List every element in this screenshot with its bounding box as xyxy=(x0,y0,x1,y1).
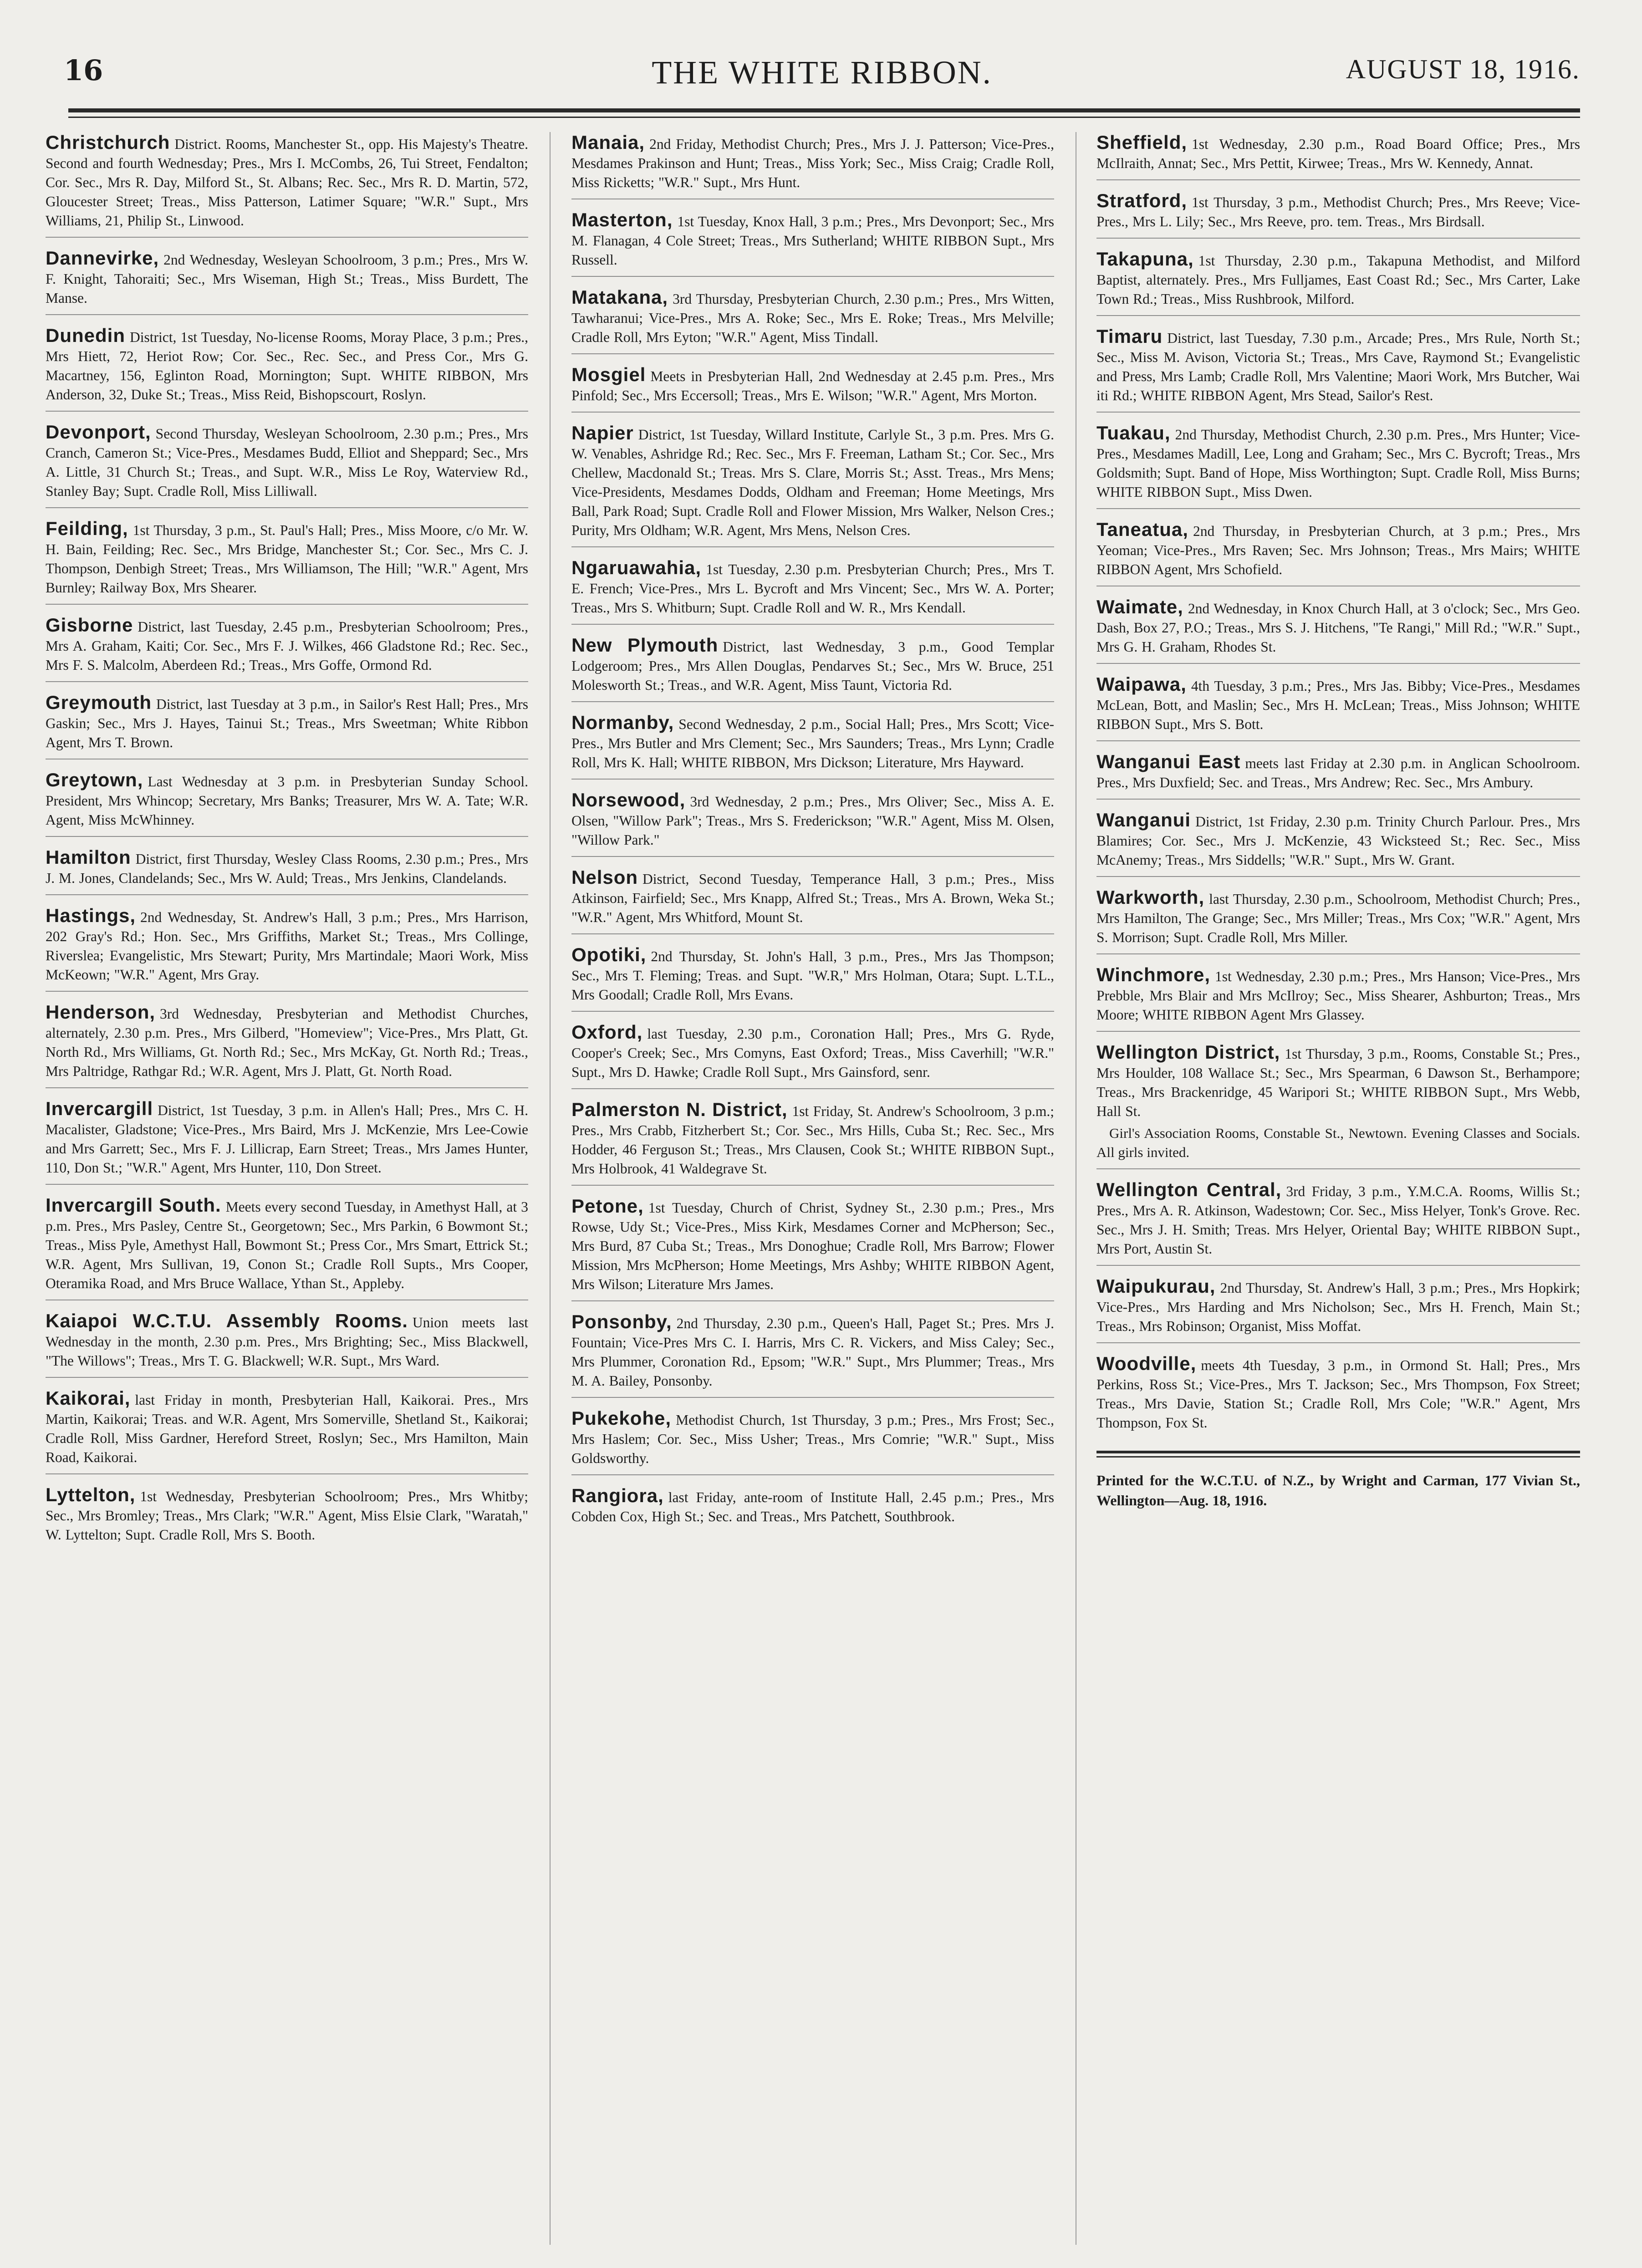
branch-name: Invercargill xyxy=(46,1098,153,1119)
branch-details: 2nd Thursday, St. Andrew's Hall, 3 p.m.; Pres., Mrs Hopkirk; Vice-Pres., Mrs Harding and Mrs Nicholson; Sec., Mrs H. French, Main St.; Treas., Mrs Robinson; Organist, Miss Moffat. xyxy=(1096,1280,1580,1334)
branch-details: 1st Tuesday, Knox Hall, 3 p.m.; Pres., Mrs Devonport; Sec., Mrs M. Flanagan, 4 Cole Street; Treas., Mrs Sutherland; WHITE RIBBON Supt., Mrs Russell. xyxy=(571,214,1054,268)
branch-details: 1st Thursday, 2.30 p.m., Takapuna Methodist, and Milford Baptist, alternately. Pres., Mrs Fulljames, East Coast Rd.; Sec., Mrs Carter, Lake Town Rd.; Treas., Miss Rushbrook, Milford. xyxy=(1096,253,1580,307)
branch-entry xyxy=(1096,132,1580,180)
branch-details: District, 1st Tuesday, 3 p.m. in Allen's Hall; Pres., Mrs C. H. Macalister, Gladstone; Vice-Pres., Mrs Baird, Mrs J. McKenzie, Mrs Lee-Cowie and Mrs Garrett; Sec., Mrs F. J. Lillicrap, Earn Street; Treas., Mrs James Hunter, 110, Don St.; "W.R." Agent, Mrs Hunter, 110, Don Street. xyxy=(46,1102,528,1176)
branch-entry xyxy=(571,1311,1054,1398)
branch-details: 2nd Wednesday, Wesleyan Schoolroom, 3 p.m.; Pres., Mrs W. F. Knight, Tahoraiti; Sec., Mrs Wiseman, High St.; Treas., Miss Burdett, The Manse. xyxy=(46,252,528,306)
branch-entry xyxy=(1096,1353,1580,1439)
branch-entry xyxy=(46,692,528,759)
branch-entry xyxy=(571,364,1054,413)
branch-details: meets 4th Tuesday, 3 p.m., in Ormond St. Hall; Pres., Mrs Perkins, Ross St.; Vice-Pres., Mrs T. Jackson; Sec., Mrs Thompson, Fox Street; Treas., Mrs Davie, Station St.; Cradle Roll, Mrs Cole; "W.R." Agent, Mrs Thompson, Fox St. xyxy=(1096,1357,1580,1431)
branch-name: Taneatua, xyxy=(1096,519,1188,540)
branch-entry xyxy=(571,790,1054,857)
branch-name: Waimate, xyxy=(1096,596,1183,617)
branch-entry xyxy=(571,1485,1054,1533)
branch-details: 3rd Friday, 3 p.m., Y.M.C.A. Rooms, Willis St.; Pres., Mrs A. R. Atkinson, Wadestown; Cor. Sec., Miss Helyer, Tonk's Grove. Rec. Sec., Mrs J. H. Smith; Treas. Mrs Helyer, Oriental Bay; WHITE RIBBON Supt., Mrs Port, Austin St. xyxy=(1096,1183,1580,1257)
branch-details: District, last Tuesday, 2.45 p.m., Presbyterian Schoolroom; Pres., Mrs A. Graham, Kaiti; Cor. Sec., Mrs F. J. Wilkes, 466 Gladstone Rd.; Rec. Sec., Mrs F. S. Malcolm, Aberdeen Rd.; Treas., Mrs Goffe, Ormond Rd. xyxy=(46,619,528,673)
branch-details: 3rd Wednesday, 2 p.m.; Pres., Mrs Oliver; Sec., Miss A. E. Olsen, "Willow Park"; Treas., Mrs S. Frederickson; "W.R." Agent, Miss M. Olsen, "Willow Park." xyxy=(571,794,1054,848)
branch-details: 2nd Thursday, 2.30 p.m., Queen's Hall, Paget St.; Pres. Mrs J. Fountain; Vice-Pres Mrs C. I. Harris, Mrs C. R. Vickers, and Miss Caley; Sec., Mrs Plummer, Coronation Rd., Epsom; "W.R." Supt., Mrs Plummer; Treas., Mrs M. A. Bailey, Ponsonby. xyxy=(571,1315,1054,1389)
branch-name: Timaru xyxy=(1096,326,1163,347)
branch-entry xyxy=(571,1022,1054,1089)
branch-name: Christchurch xyxy=(46,132,170,153)
branch-details: 2nd Thursday, in Presbyterian Church, at 3 p.m.; Pres., Mrs Yeoman; Vice-Pres., Mrs Raven; Sec. Mrs Johnson; Treas., Mrs Mairs; WHITE RIBBON Agent, Mrs Schofield. xyxy=(1096,523,1580,577)
header-rule xyxy=(68,108,1580,112)
branch-details: 1st Thursday, 3 p.m., St. Paul's Hall; Pres., Miss Moore, c/o Mr. W. H. Bain, Feilding; Rec. Sec., Mrs Bridge, Manchester St.; Cor. Sec., Mrs C. J. Thompson, Denbigh Street; Treas., Mrs Williamson, The Hill; "W.R." Agent, Mrs Burnley; Railway Box, Mrs Shearer. xyxy=(46,522,528,596)
branch-name: Henderson, xyxy=(46,1001,156,1023)
branch-details: Union meets last Wednesday in the month, 2.30 p.m. Pres., Mrs Brighting; Sec., Miss Blackwell, "The Willows"; Treas., Mrs T. G. Blackwell; W.R. Supt., Mrs Ward. xyxy=(46,1315,528,1369)
branch-entry xyxy=(571,423,1054,547)
branch-name: Dunedin xyxy=(46,325,125,346)
branch-entry xyxy=(46,1195,528,1300)
branch-details: 1st Tuesday, 2.30 p.m. Presbyterian Church; Pres., Mrs T. E. French; Vice-Pres., Mrs L. Bycroft and Mrs Vincent; Sec., Mrs W. A. Porter; Treas., Mrs S. Whitburn; Supt. Cradle Roll and W. R., Mrs Kendall. xyxy=(571,561,1054,616)
branch-name: Mosgiel xyxy=(571,364,646,385)
branch-details: 3rd Wednesday, Presbyterian and Methodist Churches, alternately, 2.30 p.m. Pres., Mrs Gilberd, "Homeview"; Vice-Pres., Mrs Platt, Gt. North Rd., Mrs Williams, Gt. North Rd.; Sec., Mrs McKay, Gt. North Rd.; Treas., Mrs Paltridge, Rathgar Rd.; W.R. Agent, Mrs J. Platt, Gt. North Road. xyxy=(46,1006,528,1079)
branch-details: District, 1st Tuesday, No-license Rooms, Moray Place, 3 p.m.; Pres., Mrs Hiett, 72, Heriot Row; Cor. Sec., Rec. Sec., and Press Cor., Mrs G. Macartney, 156, Eglinton Road, Mornington; Supt. WHITE RIBBON, Mrs Anderson, 32, Duke St.; Treas., Miss Reid, Bishopscourt, Roslyn. xyxy=(46,329,528,403)
branch-details: 1st Wednesday, 2.30 p.m., Road Board Office; Pres., Mrs McIlraith, Annat; Sec., Mrs Pettit, Kirwee; Treas., Mrs W. Kennedy, Annat. xyxy=(1096,136,1580,171)
branch-name: Wanganui xyxy=(1096,809,1191,831)
branch-details: District, 1st Friday, 2.30 p.m. Trinity Church Parlour. Pres., Mrs Blamires; Cor. Sec., Mrs J. McKenzie, 43 Wicksteed St.; Rec. Sec., Miss McAnemy; Treas., Mrs Siddells; "W.R." Supt., Mrs W. Grant. xyxy=(1096,814,1580,868)
branch-name: Dannevirke, xyxy=(46,247,159,269)
branch-entry xyxy=(571,287,1054,354)
branch-entry xyxy=(46,1388,528,1474)
branch-entry xyxy=(571,1408,1054,1475)
branch-name: Oxford, xyxy=(571,1021,643,1043)
printer-imprint: Printed for the W.C.T.U. of N.Z., by Wright and Carman, 177 Vivian St., Wellington—Aug. 18, 1916. xyxy=(1096,1472,1580,1509)
branch-name: Lyttelton, xyxy=(46,1484,136,1505)
branch-entry xyxy=(1096,519,1580,586)
branch-details: 4th Tuesday, 3 p.m.; Pres., Mrs Jas. Bibby; Vice-Pres., Mesdames McLean, Bott, and Maslin; Sec., Mrs H. McLean; Treas., Miss Johnson; WHITE RIBBON Supt., Mrs S. Bott. xyxy=(1096,678,1580,732)
column-right xyxy=(1096,132,1580,2245)
branch-name: Invercargill South. xyxy=(46,1194,221,1216)
branch-entry xyxy=(571,132,1054,199)
branch-details: 1st Wednesday, Presbyterian Schoolroom; Pres., Mrs Whitby; Sec., Mrs Bromley; Treas., Mrs Clark; "W.R." Agent, Miss Elsie Clark, "Waratah," W. Lyttelton; Supt. Cradle Roll, Mrs S. Booth. xyxy=(46,1488,528,1543)
branch-name: Wellington Central, xyxy=(1096,1179,1282,1200)
branch-details: 2nd Wednesday, in Knox Church Hall, at 3 o'clock; Sec., Mrs Geo. Dash, Box 27, P.O.; Treas., Mrs S. J. Hitchens, "Te Rangi," Mill Rd.; "W.R." Supt., Mrs G. H. Graham, Rhodes St. xyxy=(1096,601,1580,655)
footer-rule xyxy=(1096,1451,1580,1453)
branch-entry xyxy=(46,615,528,682)
page-header xyxy=(64,54,1580,99)
branch-name: Ponsonby, xyxy=(571,1311,672,1332)
branch-entry xyxy=(1096,596,1580,664)
branch-details: 1st Wednesday, 2.30 p.m.; Pres., Mrs Hanson; Vice-Pres., Mrs Prebble, Mrs Blair and Mrs McIlroy; Sec., Miss Shearer, Ashburton; Treas., Mrs Moore; WHITE RIBBON Agent Mrs Glassey. xyxy=(1096,968,1580,1023)
branch-details: District, last Wednesday, 3 p.m., Good Templar Lodgeroom; Pres., Mrs Allen Douglas, Pendarves St.; Sec., Mrs W. Bruce, 251 Molesworth St.; Treas., and W.R. Agent, Miss Taunt, Victoria Rd. xyxy=(571,639,1054,693)
branch-name: Palmerston N. District, xyxy=(571,1099,788,1120)
branch-details: 2nd Thursday, Methodist Church, 2.30 p.m. Pres., Mrs Hunter; Vice-Pres., Mesdames Madill, Lee, Long and Graham; Sec., Mrs C. Bycroft; Treas., Mrs Goldsmith; Supt. Band of Hope, Miss Worthington; Supt. Cradle Roll, Miss Burns; WHITE RIBBON Supt., Miss Dwen. xyxy=(1096,427,1580,500)
branch-entry xyxy=(46,1310,528,1378)
branch-name: Woodville, xyxy=(1096,1353,1197,1374)
branch-name: Petone, xyxy=(571,1195,644,1217)
branch-entry xyxy=(571,557,1054,625)
branch-name: Kaiapoi W.C.T.U. Assembly Rooms. xyxy=(46,1310,408,1331)
branch-name: Masterton, xyxy=(571,209,673,230)
branch-name: New Plymouth xyxy=(571,634,719,656)
page-number: 16 xyxy=(64,54,103,87)
branch-entry xyxy=(46,1484,528,1551)
branch-details: 1st Friday, St. Andrew's Schoolroom, 3 p.m.; Pres., Mrs Crabb, Fitzherbert St.; Cor. Sec., Mrs Hills, Cuba St.; Rec. Sec., Mrs Hodder, 46 Ferguson St.; Treas., Mrs Clausen, Cook St.; WHITE RIBBON Supt., Mrs Holbrook, 41 Waldegrave St. xyxy=(571,1103,1054,1177)
branch-entry xyxy=(1096,810,1580,877)
branch-entry xyxy=(1096,751,1580,800)
branch-name: Sheffield, xyxy=(1096,132,1188,153)
branch-name: Wanganui East xyxy=(1096,751,1241,772)
column-right-entries xyxy=(1096,132,1580,1439)
branch-details: District, 1st Tuesday, Willard Institute, Carlyle St., 3 p.m. Pres. Mrs G. W. Venables, Ashridge Rd.; Rec. Sec., Mrs F. Freeman, Latham St.; Cor. Sec., Mrs Chellew, Macdonald St.; Treas. Mrs S. Clare, Morris St.; Asst. Treas., Mrs Mens; Vice-Presidents, Mesdames Dodds, Oldham and Freeman; Home Meetings, Mrs Ball, Park Road; Supt. Cradle Roll and Flower Mission, Mrs Walker, Nelson Cres.; Purity, Mrs Oldham; W.R. Agent, Mrs Mens, Nelson Cres. xyxy=(571,427,1054,538)
branch-details: meets last Friday at 2.30 p.m. in Anglican Schoolroom. Pres., Mrs Duxfield; Sec. and Treas., Mrs Andrew; Rec. Sec., Mrs Ambury. xyxy=(1096,755,1580,790)
column-divider xyxy=(550,132,551,2245)
branch-details: District, last Tuesday at 3 p.m., in Sailor's Rest Hall; Pres., Mrs Gaskin; Sec., Mrs J. Hayes, Tainui St.; Treas., Mrs Sweetman; White Ribbon Agent, Mrs T. Brown. xyxy=(46,696,528,750)
branch-details: District, Second Tuesday, Temperance Hall, 3 p.m.; Pres., Miss Atkinson, Fairfield; Sec., Mrs Knapp, Alfred St.; Treas., Mrs A. Brown, Weka St.; "W.R." Agent, Mrs Whitford, Mount St. xyxy=(571,871,1054,925)
branch-name: Manaia, xyxy=(571,132,645,153)
branch-name: Devonport, xyxy=(46,421,151,443)
branch-entry xyxy=(46,248,528,315)
branch-details: 1st Thursday, 3 p.m., Rooms, Constable St.; Pres., Mrs Houlder, 108 Wallace St.; Sec., Mrs Spearman, 6 Dawson St., Berhampore; Treas., Mrs Brackenridge, 45 Waripori St.; WHITE RIBBON Supt., Mrs Webb, Hall St. xyxy=(1096,1046,1580,1119)
branch-entry xyxy=(1096,887,1580,954)
branch-entry xyxy=(46,770,528,837)
branch-name: Waipukurau, xyxy=(1096,1275,1216,1297)
branch-entry xyxy=(1096,1042,1580,1169)
branch-name: Matakana, xyxy=(571,286,668,308)
branch-entry xyxy=(571,867,1054,934)
branch-name: Kaikorai, xyxy=(46,1387,131,1409)
branch-entry xyxy=(1096,423,1580,509)
branch-name: Wellington District, xyxy=(1096,1041,1280,1063)
branch-entry xyxy=(571,209,1054,277)
branch-details: District, first Thursday, Wesley Class Rooms, 2.30 p.m.; Pres., Mrs J. M. Jones, Clandelands; Sec., Mrs W. Auld; Treas., Mrs Jenkins, Clandelands. xyxy=(46,851,528,886)
branch-entry xyxy=(571,944,1054,1012)
header-rule-thin xyxy=(68,117,1580,118)
branch-name: Stratford, xyxy=(1096,190,1187,211)
branch-name: Rangiora, xyxy=(571,1485,664,1506)
branch-name: Hastings, xyxy=(46,905,136,926)
branch-entry xyxy=(571,1196,1054,1301)
branch-details: 1st Tuesday, Church of Christ, Sydney St., 2.30 p.m.; Pres., Mrs Rowse, Udy St.; Vice-Pres., Miss Kirk, Mesdames Corner and McPherson; Sec., Mrs Burd, 87 Cuba St.; Treas., Mrs Donoghue; Cradle Roll, Mrs Barrow; Flower Mission, Mrs McPherson; Home Meetings, Mrs Ashby; WHITE RIBBON Agent, Mrs Wilson; Literature Mrs James. xyxy=(571,1200,1054,1292)
branch-details: Methodist Church, 1st Thursday, 3 p.m.; Pres., Mrs Frost; Sec., Mrs Haslem; Cor. Sec., Miss Usher; Treas., Mrs Comrie; "W.R." Supt., Miss Goldsworthy. xyxy=(571,1412,1054,1466)
branch-name: Opotiki, xyxy=(571,944,647,965)
branch-name: Pukekohe, xyxy=(571,1407,672,1429)
branch-name: Normanby, xyxy=(571,712,674,733)
branch-details: District. Rooms, Manchester St., opp. His Majesty's Theatre. Second and fourth Wednesday; Pres., Mrs I. McCombs, 26, Tui Street, Fendalton; Cor. Sec., Mrs R. Day, Milford St., St. Albans; Rec. Sec., Mrs R. D. Martin, 572, Gloucester Street; Treas., Miss Patterson, Latimer Square; "W.R." Supt., Mrs Williams, 21, Philip St., Linwood. xyxy=(46,136,528,229)
branch-name: Feilding, xyxy=(46,518,128,539)
branch-details: 2nd Friday, Methodist Church; Pres., Mrs J. J. Patterson; Vice-Pres., Mesdames Prakinson and Hunt; Treas., Miss York; Sec., Miss Craig; Cradle Roll, Miss Ricketts; "W.R." Supt., Mrs Hunt. xyxy=(571,136,1054,190)
branch-details: 2nd Thursday, St. John's Hall, 3 p.m., Pres., Mrs Jas Thompson; Sec., Mrs T. Fleming; Treas. and Supt. "W.R," Mrs Holman, Otara; Supt. L.T.L., Mrs Goodall; Cradle Roll, Mrs Evans. xyxy=(571,948,1054,1003)
branch-name: Hamilton xyxy=(46,846,131,868)
publication-title: THE WHITE RIBBON. xyxy=(652,54,992,91)
branch-entry xyxy=(1096,964,1580,1032)
branch-entry xyxy=(1096,1276,1580,1343)
branch-details: Last Wednesday at 3 p.m. in Presbyterian Sunday School. President, Mrs Whincop; Secretary, Mrs Banks; Treasurer, Mrs W. A. Tate; W.R. Agent, Miss McWhinney. xyxy=(46,774,528,828)
branch-name: Takapuna, xyxy=(1096,248,1194,270)
branch-name: Waipawa, xyxy=(1096,673,1187,695)
branch-details: 3rd Thursday, Presbyterian Church, 2.30 p.m.; Pres., Mrs Witten, Tawharanui; Vice-Pres., Mrs A. Roke; Sec., Mrs E. Roke; Treas., Mrs Melville; Cradle Roll, Mrs Eyton; "W.R." Agent, Miss Tindall. xyxy=(571,291,1054,345)
branch-details: last Thursday, 2.30 p.m., Schoolroom, Methodist Church; Pres., Mrs Hamilton, The Grange; Sec., Mrs Miller; Treas., Mrs Cox; "W.R." Agent, Mrs S. Morrison; Supt. Cradle Roll, Mrs Miller. xyxy=(1096,891,1580,945)
branch-details: last Friday in month, Presbyterian Hall, Kaikorai. Pres., Mrs Martin, Kaikorai; Treas. and W.R. Agent, Mrs Somerville, Shetland St., Kaikorai; Cradle Roll, Miss Gardner, Hereford Street, Roslyn; Sec., Mrs Hamilton, Main Road, Kaikorai. xyxy=(46,1392,528,1465)
branch-entry xyxy=(46,905,528,992)
branch-name: Greymouth xyxy=(46,692,152,713)
branch-name: Tuakau, xyxy=(1096,422,1171,443)
branch-entry xyxy=(1096,190,1580,239)
branch-entry xyxy=(46,325,528,412)
branch-entry xyxy=(46,132,528,238)
branch-entry xyxy=(1096,326,1580,413)
branch-entry xyxy=(46,1002,528,1088)
branch-details: Meets every second Tuesday, in Amethyst Hall, at 3 p.m. Pres., Mrs Pasley, Centre St., Georgetown; Sec., Mrs Parkin, 6 Bowmont St.; Treas., Miss Pyle, Amethyst Hall, Bowmont St.; Press Cor., Mrs Smart, Ettrick St.; W.R. Agent, Mrs Sullivan, 19, Conon St.; Cradle Roll Supts., Mrs Cooper, Oteramika Road, and Mrs Bruce Wallace, Ythan St., Appleby. xyxy=(46,1199,528,1291)
branch-name: Nelson xyxy=(571,866,638,888)
issue-date: AUGUST 18, 1916. xyxy=(1346,54,1580,84)
branch-entry xyxy=(571,712,1054,780)
branch-name: Napier xyxy=(571,422,634,443)
branch-details: Meets in Presbyterian Hall, 2nd Wednesday at 2.45 p.m. Pres., Mrs Pinfold; Sec., Mrs Eccersoll; Treas., Mrs E. Wilson; "W.R." Agent, Mrs Morton. xyxy=(571,368,1054,403)
branch-details: District, last Tuesday, 7.30 p.m., Arcade; Pres., Mrs Rule, North St.; Sec., Miss M. Avison, Victoria St.; Treas., Mrs Cave, Raymond St.; Evangelistic and Press, Mrs Lamb; Cradle Roll, Mrs Valentine; Maori Work, Mrs Butcher, Wai iti Rd.; WHITE RIBBON Agent, Mrs Stead, Sailor's Rest. xyxy=(1096,330,1580,403)
footer-rule-thin xyxy=(1096,1456,1580,1458)
branch-name: Ngaruawahia, xyxy=(571,557,702,578)
branch-details: Second Wednesday, 2 p.m., Social Hall; Pres., Mrs Scott; Vice-Pres., Mrs Butler and Mrs Clement; Sec., Mrs Saunders; Treas., Mrs Lynn; Cradle Roll, Mrs K. Hall; WHITE RIBBON, Mrs Dickson; Literature, Mrs Hayward. xyxy=(571,716,1054,770)
branch-name: Greytown, xyxy=(46,769,143,790)
branch-entry xyxy=(46,518,528,605)
branch-details: 1st Thursday, 3 p.m., Methodist Church; Pres., Mrs Reeve; Vice-Pres., Mrs L. Lily; Sec., Mrs Reeve, pro. tem. Treas., Mrs Birdsall. xyxy=(1096,194,1580,229)
branch-entry xyxy=(571,635,1054,702)
branch-details: last Friday, ante-room of Institute Hall, 2.45 p.m.; Pres., Mrs Cobden Cox, High St.; Sec. and Treas., Mrs Patchett, Southbrook. xyxy=(571,1489,1054,1524)
branch-entry xyxy=(46,422,528,508)
branch-name: Warkworth, xyxy=(1096,887,1205,908)
branch-note: Girl's Association Rooms, Constable St., Newtown. Evening Classes and Socials. All girls invited. xyxy=(1096,1125,1580,1160)
column-middle xyxy=(571,132,1054,2245)
branch-entry xyxy=(1096,1179,1580,1266)
branch-details: Second Thursday, Wesleyan Schoolroom, 2.30 p.m.; Pres., Mrs Cranch, Cameron St.; Vice-Pres., Mesdames Budd, Elliot and Sheppard; Sec., Mrs A. Little, 31 Church St.; Treas., and Supt. W.R., Miss Le Roy, Waterview Rd., Stanley Bay; Supt. Cradle Roll, Miss Lilliwall. xyxy=(46,426,528,499)
branch-name: Gisborne xyxy=(46,614,133,636)
branch-entry xyxy=(46,847,528,895)
branch-entry xyxy=(1096,674,1580,741)
branch-entry xyxy=(1096,249,1580,316)
branch-entry xyxy=(46,1098,528,1185)
branch-details: 2nd Wednesday, St. Andrew's Hall, 3 p.m.; Pres., Mrs Harrison, 202 Gray's Rd.; Hon. Sec., Mrs Griffiths, Market St.; Treas., Mrs Collinge, Riverslea; Evangelistic, Mrs Stewart; Purity, Mrs Martindale; Maori Work, Miss McKeown; "W.R." Agent, Mrs Gray. xyxy=(46,909,528,983)
column-left xyxy=(46,132,528,2245)
branch-entry xyxy=(571,1099,1054,1186)
branch-details: last Tuesday, 2.30 p.m., Coronation Hall; Pres., Mrs G. Ryde, Cooper's Creek; Sec., Mrs Comyns, East Oxford; Treas., Miss Caverhill; "W.R." Supt., Mrs D. Hawke; Cradle Roll Supt., Mrs Gainsford, senr. xyxy=(571,1026,1054,1080)
branch-name: Norsewood, xyxy=(571,789,686,810)
branch-name: Winchmore, xyxy=(1096,964,1210,985)
